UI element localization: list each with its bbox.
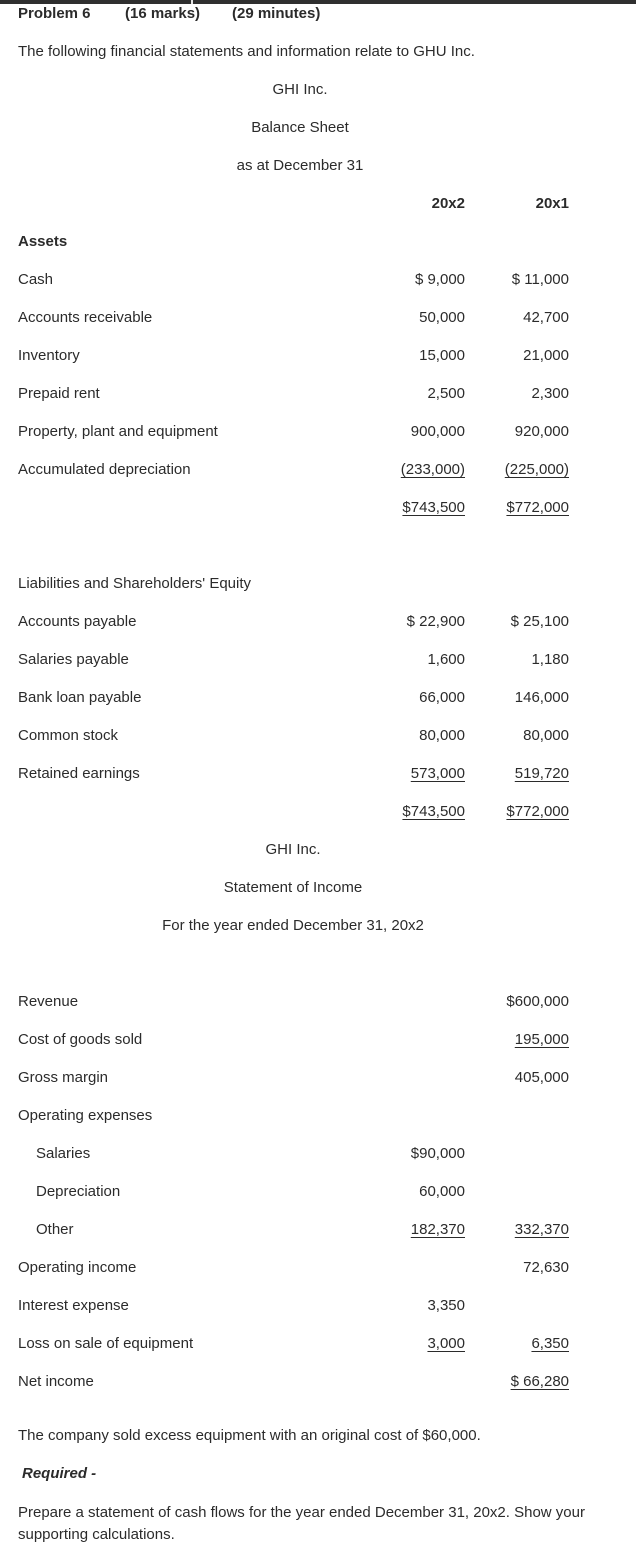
liability-value-20x1: $ 25,100 [510, 613, 569, 630]
liability-value-20x2: 1,600 [427, 651, 465, 668]
liability-label: Retained earnings [18, 765, 140, 782]
asset-value-20x1: $ 11,000 [511, 271, 569, 288]
cogs-label: Cost of goods sold [18, 1031, 143, 1048]
gross-margin-value: 405,000 [514, 1069, 569, 1086]
is-title: Statement of Income [223, 879, 363, 896]
asset-label: Property, plant and equipment [18, 423, 218, 440]
liability-label: Common stock [18, 727, 119, 744]
asset-value-20x1: 42,700 [523, 309, 569, 326]
asset-value-20x2: 50,000 [419, 309, 465, 326]
liab-total-20x2: $743,500 [402, 803, 465, 820]
asset-value-20x1: 920,000 [514, 423, 569, 440]
liability-value-20x2: $ 22,900 [406, 613, 465, 630]
asset-value-20x1: 2,300 [531, 385, 569, 402]
loss-sale-value: 3,000 [427, 1335, 465, 1352]
depreciation-value: 60,000 [419, 1183, 465, 1200]
asset-label: Inventory [18, 347, 80, 364]
problem-label: Problem 6 [18, 5, 91, 22]
asset-value-20x2: 15,000 [419, 347, 465, 364]
other-label: Other [36, 1221, 74, 1238]
bs-title: Balance Sheet [251, 119, 349, 136]
note-text: The company sold excess equipment with an original cost of $60,000. [18, 1427, 481, 1444]
required-text: Prepare a statement of cash flows for the year ended December 31, 20x2. Show your supporting calculations. [18, 1504, 585, 1543]
liab-total-20x1: $772,000 [506, 803, 569, 820]
liability-label: Accounts payable [18, 613, 137, 630]
asset-label: Accumulated depreciation [18, 461, 191, 478]
assets-total-20x1: $772,000 [506, 499, 569, 516]
asset-value-20x1: (225,000) [504, 461, 569, 478]
loss-sale-label: Loss on sale of equipment [18, 1335, 194, 1352]
other-value: 182,370 [410, 1221, 465, 1238]
asset-value-20x2: 2,500 [427, 385, 465, 402]
interest-label: Interest expense [18, 1297, 129, 1314]
gross-margin-label: Gross margin [18, 1069, 109, 1086]
interest-value: 3,350 [427, 1297, 465, 1314]
revenue-label: Revenue [18, 993, 79, 1010]
operating-income-value: 72,630 [523, 1259, 569, 1276]
liability-label: Salaries payable [18, 651, 129, 668]
liabilities-heading: Liabilities and Shareholders' Equity [18, 575, 252, 592]
liability-label: Bank loan payable [18, 689, 142, 706]
asset-value-20x1: 21,000 [523, 347, 569, 364]
top-border-gap [191, 0, 193, 4]
operating-income-label: Operating income [18, 1259, 137, 1276]
opex-heading: Operating expenses [18, 1107, 153, 1124]
asset-value-20x2: (233,000) [400, 461, 465, 478]
intro-text: The following financial statements and information relate to GHU Inc. [18, 43, 475, 60]
net-income-label: Net income [18, 1373, 94, 1390]
liability-value-20x2: 66,000 [419, 689, 465, 706]
is-company: GHI Inc. [265, 841, 321, 858]
asset-label: Prepaid rent [18, 385, 100, 402]
total-opex-value: 332,370 [514, 1221, 569, 1238]
liability-value-20x2: 573,000 [410, 765, 465, 782]
col-header-20x1: 20x1 [535, 195, 569, 212]
top-border [0, 0, 636, 4]
problem-marks: (16 marks) [125, 5, 201, 22]
salaries-value: $90,000 [410, 1145, 465, 1162]
liability-value-20x2: 80,000 [419, 727, 465, 744]
asset-label: Cash [18, 271, 54, 288]
is-period: For the year ended December 31, 20x2 [162, 917, 424, 934]
net-income-value: $ 66,280 [510, 1373, 569, 1390]
liability-value-20x1: 80,000 [523, 727, 569, 744]
liability-value-20x1: 146,000 [514, 689, 569, 706]
depreciation-label: Depreciation [36, 1183, 121, 1200]
salaries-label: Salaries [36, 1145, 91, 1162]
revenue-value: $600,000 [506, 993, 569, 1010]
cogs-value: 195,000 [514, 1031, 569, 1048]
bs-company: GHI Inc. [272, 81, 328, 98]
asset-value-20x2: $ 9,000 [414, 271, 465, 288]
asset-value-20x2: 900,000 [410, 423, 465, 440]
other-expenses-total: 6,350 [531, 1335, 569, 1352]
problem-time: (29 minutes) [232, 5, 321, 22]
asset-label: Accounts receivable [18, 309, 153, 326]
liability-value-20x1: 1,180 [531, 651, 569, 668]
bs-date: as at December 31 [236, 157, 364, 174]
assets-heading: Assets [18, 233, 68, 250]
col-header-20x2: 20x2 [431, 195, 465, 212]
liability-value-20x1: 519,720 [514, 765, 569, 782]
required-label: Required - [22, 1465, 97, 1482]
assets-total-20x2: $743,500 [402, 499, 465, 516]
